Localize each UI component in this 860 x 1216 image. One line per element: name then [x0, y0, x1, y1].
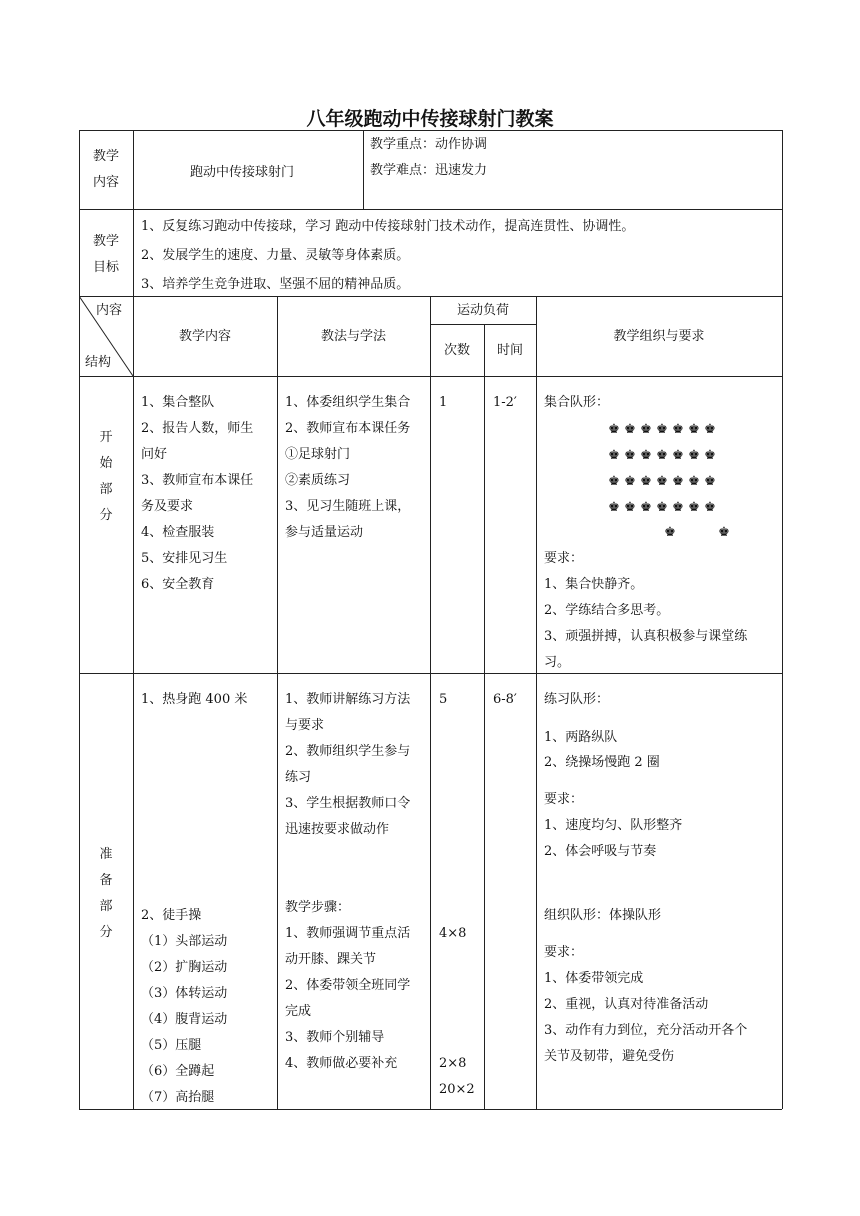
- person-icon: ♚: [608, 474, 620, 489]
- list-item: 1、教师讲解练习方法: [285, 692, 411, 707]
- col-header-load: 运动负荷: [456, 303, 509, 318]
- diag-bottom-label: 结构: [85, 355, 112, 370]
- start-method: [285, 390, 410, 546]
- prep-time-a: 6-8′: [493, 692, 517, 707]
- list-item: 2、发展学生的速度、力量、灵敏等身体素质。: [141, 248, 410, 263]
- prep-method-a: [285, 687, 410, 843]
- person-icon: ♚: [688, 500, 700, 515]
- section-start-label: 开 始 部 分: [99, 430, 113, 523]
- col-header-org: 教学组织与要求: [613, 329, 705, 344]
- diag-top-label: 内容: [96, 303, 123, 318]
- person-icon: ♚: [624, 422, 636, 437]
- person-icon: ♚: [608, 500, 620, 515]
- person-icon: ♚: [704, 422, 716, 437]
- person-icon: ♚: [624, 448, 636, 463]
- list-item: （5）压腿: [141, 1038, 202, 1053]
- list-item: 1、教师强调节重点活: [285, 926, 411, 941]
- person-icon: ♚: [656, 448, 668, 463]
- list-item: 务及要求: [141, 499, 194, 514]
- list-item: 3、教师个别辅导: [285, 1030, 385, 1045]
- list-item: （6）全蹲起: [141, 1064, 215, 1079]
- objectives-list: [141, 214, 634, 298]
- list-item: （4）腹背运动: [141, 1012, 228, 1027]
- list-item: 练习: [285, 770, 312, 785]
- person-icon: ♚: [672, 422, 684, 437]
- person-icon: ♚: [672, 500, 684, 515]
- list-item: 动开膝、踝关节: [285, 952, 377, 967]
- list-item: 5、安排见习生: [141, 551, 228, 566]
- list-item: 3、教师宣布本课任: [141, 473, 254, 488]
- list-item: 2、体委带领全班同学: [285, 978, 411, 993]
- col-header-method: 教法与学法: [320, 329, 386, 344]
- list-item: 3、见习生随班上课，: [285, 499, 411, 514]
- prep-count-c: 2×8: [439, 1056, 467, 1071]
- start-org-title: 集合队形：: [544, 395, 610, 410]
- list-item: 1、集合快静齐。: [544, 577, 644, 592]
- person-icon: ♚: [688, 448, 700, 463]
- person-icon: ♚: [624, 500, 636, 515]
- start-content: [141, 390, 253, 598]
- formation-diagram: [606, 422, 776, 542]
- prep-count-d: 20×2: [439, 1082, 475, 1097]
- person-icon: ♚: [640, 448, 652, 463]
- start-requirements: [544, 546, 747, 676]
- page-title: 八年级跑动中传接球射门教案: [306, 108, 554, 130]
- prep-content-b: [141, 903, 227, 1111]
- person-icon: ♚: [704, 474, 716, 489]
- col-header-content: 教学内容: [178, 329, 231, 344]
- prep-content-a: [141, 687, 247, 713]
- section-prep-label: 准 备 部 分: [99, 847, 113, 940]
- list-item: 1、热身跑 400 米: [141, 692, 248, 707]
- list-item: （7）高抬腿: [141, 1090, 215, 1105]
- list-item: （1）头部运动: [141, 934, 228, 949]
- person-icon: ♚: [656, 474, 668, 489]
- person-icon: ♚: [640, 474, 652, 489]
- list-item: 完成: [285, 1004, 312, 1019]
- list-item: 4、教师做必要补充: [285, 1056, 398, 1071]
- list-item: 1、反复练习跑动中传接球，学习 跑动中传接球射门技术动作，提高连贯性、协调性。: [141, 219, 635, 234]
- prep-count-a: 5: [439, 692, 448, 707]
- person-icon: ♚: [624, 474, 636, 489]
- teacher-icon: ♚: [718, 525, 730, 540]
- person-icon: ♚: [704, 448, 716, 463]
- list-item: 3、学生根据教师口令: [285, 796, 411, 811]
- list-item: （3）体转运动: [141, 986, 228, 1001]
- formation-row: [606, 422, 718, 437]
- list-item: 4、检查服装: [141, 525, 215, 540]
- formation-row: [606, 500, 718, 515]
- col-header-time: 时间: [496, 343, 523, 358]
- list-item: 迅速按要求做动作: [285, 822, 390, 837]
- list-item: 2、教师组织学生参与: [285, 744, 411, 759]
- person-icon: ♚: [704, 500, 716, 515]
- list-item: 2、报告人数，师生: [141, 421, 254, 436]
- list-item: 2、徒手操: [141, 908, 202, 923]
- teacher-icon: ♚: [664, 525, 676, 540]
- objectives-label: 教学 目标: [92, 234, 119, 275]
- list-item: 2、学练结合多思考。: [544, 603, 670, 618]
- list-item: （2）扩胸运动: [141, 960, 228, 975]
- start-count: 1: [439, 395, 448, 410]
- list-item: 参与适量运动: [285, 525, 364, 540]
- list-item: 3、培养学生竞争进取、坚强不屈的精神品质。: [141, 277, 410, 292]
- person-icon: ♚: [672, 474, 684, 489]
- person-icon: ♚: [608, 448, 620, 463]
- prep-method-b: [285, 895, 410, 1077]
- list-item: 1、体委组织学生集合: [285, 395, 411, 410]
- difficulty: 教学难点：迅速发力: [370, 163, 488, 178]
- content-label: 教学 内容: [92, 149, 119, 190]
- formation-row: [606, 448, 718, 463]
- person-icon: ♚: [608, 422, 620, 437]
- list-item: 问好: [141, 447, 168, 462]
- person-icon: ♚: [672, 448, 684, 463]
- key-point: 教学重点：动作协调: [370, 137, 488, 152]
- list-item: 1、集合整队: [141, 395, 215, 410]
- person-icon: ♚: [656, 422, 668, 437]
- list-item: ②素质练习: [285, 473, 351, 488]
- list-item: 2、教师宣布本课任务: [285, 421, 411, 436]
- prep-count-b: 4×8: [439, 926, 467, 941]
- person-icon: ♚: [640, 422, 652, 437]
- list-item: ①足球射门: [285, 447, 351, 462]
- list-item: 要求：: [544, 551, 584, 566]
- start-time: 1-2′: [493, 395, 517, 410]
- list-item: 6、安全教育: [141, 577, 215, 592]
- list-item: 教学步骤：: [285, 900, 351, 915]
- col-header-count: 次数: [443, 343, 470, 358]
- list-item: 习。: [544, 655, 571, 670]
- list-item: 3、顽强拼搏，认真积极参与课堂练: [544, 629, 748, 644]
- person-icon: ♚: [640, 500, 652, 515]
- person-icon: ♚: [656, 500, 668, 515]
- person-icon: ♚: [688, 474, 700, 489]
- list-item: 与要求: [285, 718, 325, 733]
- content-value: 跑动中传接球射门: [190, 165, 295, 180]
- person-icon: ♚: [688, 422, 700, 437]
- formation-row: [606, 474, 718, 489]
